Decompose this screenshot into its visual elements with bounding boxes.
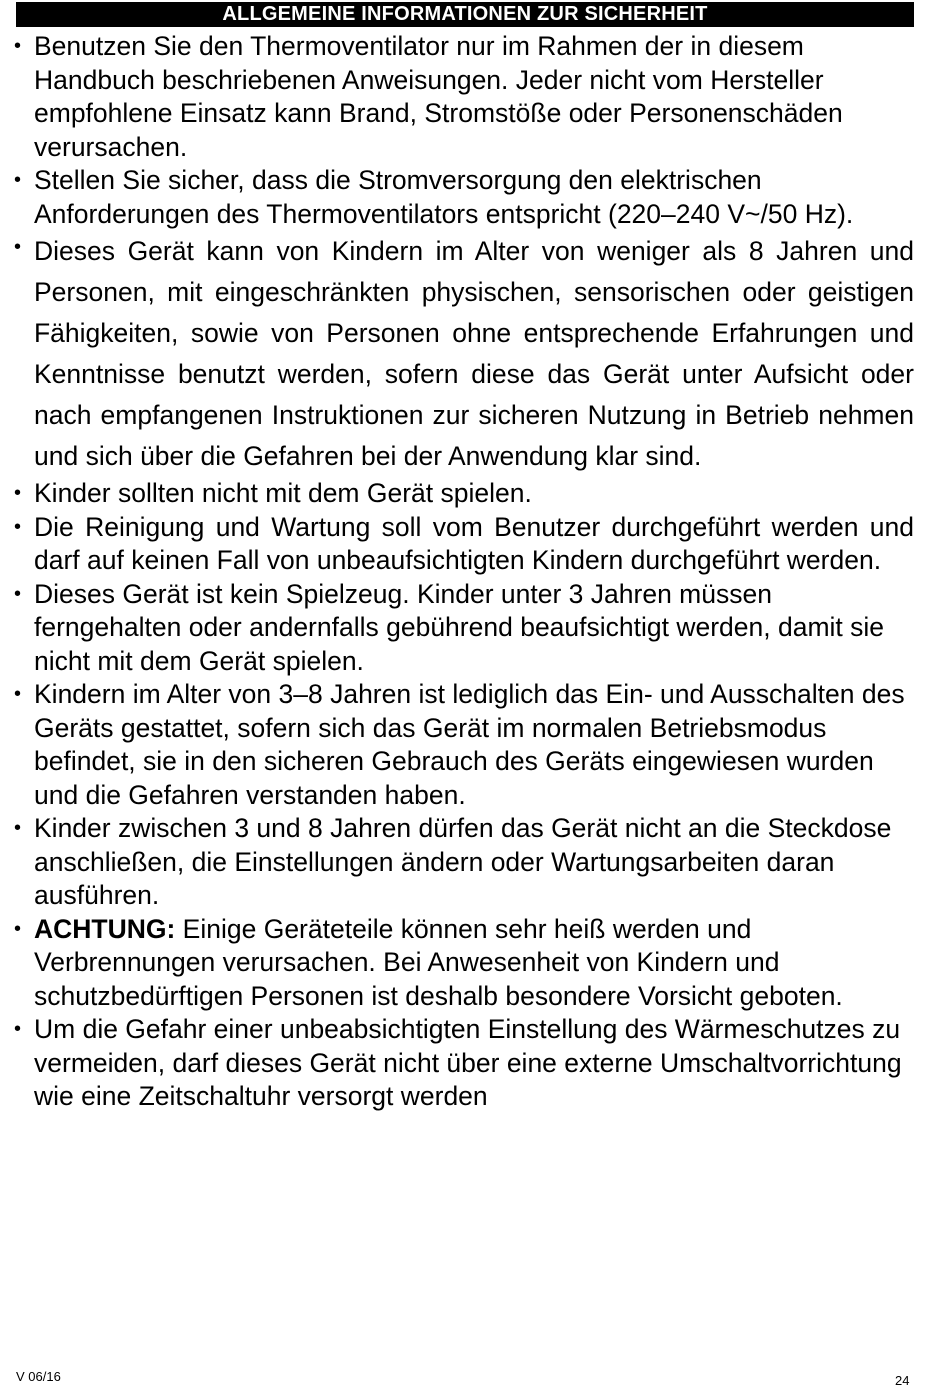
item-text: Benutzen Sie den Thermoventilator nur im Rahmen der in diesem Handbuch beschriebenen Anweisungen. Jeder nicht vom Hersteller empfohlene Einsatz kann Brand, Stromstöße oder Personenschäden verursachen. bbox=[34, 31, 843, 162]
section-title: ALLGEMEINE INFORMATIONEN ZUR SICHERHEIT bbox=[16, 2, 914, 27]
list-item bbox=[14, 812, 914, 913]
list-item bbox=[14, 477, 914, 511]
safety-list bbox=[14, 30, 914, 1114]
warning-label: ACHTUNG: bbox=[34, 913, 176, 944]
item-text: Kinder sollten nicht mit dem Gerät spielen. bbox=[34, 478, 532, 508]
bullet-icon: • bbox=[14, 236, 22, 258]
list-item bbox=[14, 231, 914, 477]
version-label: V 06/16 bbox=[16, 1369, 61, 1384]
item-text: Kindern im Alter von 3–8 Jahren ist lediglich das Ein- und Ausschalten des Geräts gestattet, sofern sich das Gerät im normalen Betriebsmodus befindet, sie in den sicheren Gebrauch des Geräts eingewiesen wurden und die Gefahren verstanden haben. bbox=[34, 679, 905, 810]
bullet-icon: • bbox=[14, 917, 22, 940]
item-text: Stellen Sie sicher, dass die Stromversorgung den elektrischen Anforderungen des Thermoventilators entspricht (220–240 V~/50 Hz). bbox=[34, 165, 854, 229]
bullet-icon: • bbox=[14, 169, 22, 191]
list-item bbox=[14, 913, 914, 1014]
item-text: Dieses Gerät kann von Kindern im Alter von weniger als 8 Jahren und Personen, mit eingeschränkten physischen, sensorischen oder geistigen Fähigkeiten, sowie von Personen ohne entsprechende Erfahrungen und Kenntnisse benutzt werden, sofern diese das Gerät unter Aufsicht oder nach empfangenen Instruktionen zur sicheren Nutzung in Betrieb nehmen und sich über die Gefahren bei der Anwendung klar sind. bbox=[34, 236, 914, 471]
item-text: Um die Gefahr einer unbeabsichtigten Einstellung des Wärmeschutzes zu vermeiden, darf dieses Gerät nicht über eine externe Umschaltvorrichtung wie eine Zeitschaltuhr versorgt werden bbox=[34, 1014, 902, 1111]
bullet-icon: • bbox=[14, 482, 22, 504]
item-text: Einige Geräteteile können sehr heiß werden und Verbrennungen verursachen. Bei Anwesenheit von Kindern und schutzbedürftigen Personen ist deshalb besondere Vorsicht geboten. bbox=[34, 913, 843, 1011]
item-text: Kinder zwischen 3 und 8 Jahren dürfen das Gerät nicht an die Steckdose anschließen, die Einstellungen ändern oder Wartungsarbeiten daran ausführen. bbox=[34, 813, 892, 910]
bullet-icon: • bbox=[14, 1018, 22, 1040]
list-item bbox=[14, 164, 914, 231]
list-item bbox=[14, 30, 914, 164]
list-item bbox=[14, 1013, 914, 1114]
bullet-icon: • bbox=[14, 515, 22, 538]
page-number: 24 bbox=[895, 1373, 910, 1388]
item-text: Die Reinigung und Wartung soll vom Benutzer durchgeführt werden und darf auf keinen Fall von unbeaufsichtigten Kindern durchgeführt werden. bbox=[34, 511, 914, 575]
bullet-icon: • bbox=[14, 683, 22, 705]
bullet-icon: • bbox=[14, 35, 22, 57]
item-text: Dieses Gerät ist kein Spielzeug. Kinder unter 3 Jahren müssen ferngehalten oder andernfalls gebührend beaufsichtigt werden, damit sie nicht mit dem Gerät spielen. bbox=[34, 578, 885, 676]
list-item bbox=[14, 578, 914, 679]
list-item bbox=[14, 511, 914, 578]
bullet-icon: • bbox=[14, 582, 22, 605]
list-item bbox=[14, 678, 914, 812]
bullet-icon: • bbox=[14, 817, 22, 839]
